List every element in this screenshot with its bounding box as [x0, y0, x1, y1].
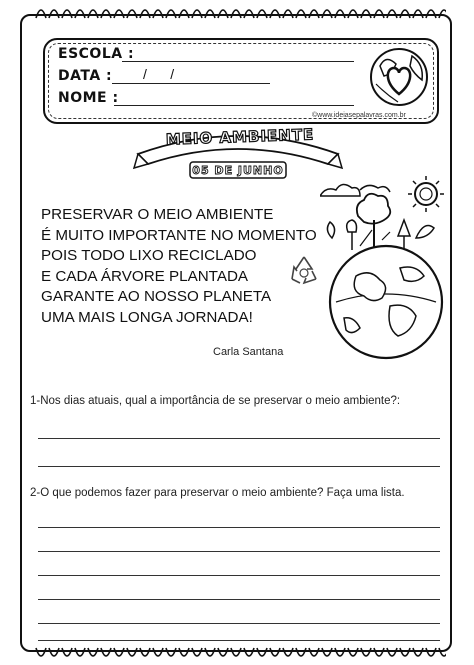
- spiral-ring: [400, 648, 410, 656]
- spiral-ring: [179, 648, 189, 656]
- spiral-ring: [205, 648, 215, 656]
- spiral-ring: [374, 648, 384, 656]
- data-field[interactable]: [112, 83, 270, 84]
- poem-author: Carla Santana: [213, 346, 284, 358]
- answer-line[interactable]: [38, 623, 440, 624]
- data-label: DATA :: [58, 68, 113, 84]
- answer-line[interactable]: [38, 599, 440, 600]
- poem-line: É MUITO IMPORTANTE NO MOMENTO: [41, 226, 317, 244]
- spiral-ring: [231, 648, 241, 656]
- spiral-ring: [322, 648, 332, 656]
- date-separators: / /: [143, 66, 175, 82]
- earth-with-trees-and-sun-icon: [320, 176, 450, 372]
- escola-label: ESCOLA :: [58, 46, 135, 62]
- poem-line: PRESERVAR O MEIO AMBIENTE: [41, 206, 274, 223]
- question-1: 1-Nos dias atuais, qual a importância de se preservar o meio ambiente?:: [30, 395, 401, 407]
- spiral-ring: [257, 648, 267, 656]
- spiral-ring: [75, 648, 85, 656]
- spiral-ring: [49, 648, 59, 656]
- answer-line[interactable]: [38, 575, 440, 576]
- spiral-ring: [36, 648, 46, 656]
- heart-globe-icon: [362, 44, 436, 110]
- answer-line[interactable]: [38, 438, 440, 439]
- question-2: 2-O que podemos fazer para preservar o meio ambiente? Faça uma lista.: [30, 487, 405, 499]
- escola-field[interactable]: [122, 61, 354, 62]
- spiral-ring: [296, 648, 306, 656]
- spiral-ring: [140, 648, 150, 656]
- spiral-ring: [283, 648, 293, 656]
- poem-line: E CADA ÁRVORE PLANTADA: [41, 267, 249, 285]
- spiral-ring: [127, 648, 137, 656]
- spiral-ring: [413, 648, 423, 656]
- spiral-ring: [309, 648, 319, 656]
- answer-line[interactable]: [38, 640, 440, 641]
- spiral-ring: [88, 648, 98, 656]
- spiral-binding-bottom: [30, 646, 446, 664]
- poem-line: GARANTE AO NOSSO PLANETA: [41, 288, 272, 306]
- spiral-ring: [439, 648, 446, 656]
- answer-line[interactable]: [38, 466, 440, 467]
- banner-subtitle: 05 DE JUNHO: [192, 164, 284, 177]
- spiral-ring: [361, 648, 371, 656]
- spiral-ring: [426, 648, 436, 656]
- spiral-ring: [335, 648, 345, 656]
- spiral-ring: [62, 648, 72, 656]
- spiral-ring: [244, 648, 254, 656]
- spiral-ring: [387, 648, 397, 656]
- spiral-ring: [348, 648, 358, 656]
- spiral-ring: [192, 648, 202, 656]
- spiral-ring: [101, 648, 111, 656]
- credit-text: ©www.ideiasepalavras.com.br: [312, 112, 406, 119]
- spiral-ring: [218, 648, 228, 656]
- answer-line[interactable]: [38, 551, 440, 552]
- spiral-ring: [153, 648, 163, 656]
- poem: [41, 205, 317, 329]
- nome-field[interactable]: [114, 105, 354, 106]
- spiral-ring: [166, 648, 176, 656]
- answer-line[interactable]: [38, 527, 440, 528]
- poem-line: POIS TODO LIXO RECICLADO: [41, 247, 257, 265]
- spiral-ring: [114, 648, 124, 656]
- nome-label: NOME :: [58, 90, 119, 106]
- banner-title: MEIO AMBIENTE: [165, 125, 315, 149]
- recycle-icon: [286, 253, 322, 289]
- poem-line: UMA MAIS LONGA JORNADA!: [41, 308, 253, 326]
- spiral-ring: [270, 648, 280, 656]
